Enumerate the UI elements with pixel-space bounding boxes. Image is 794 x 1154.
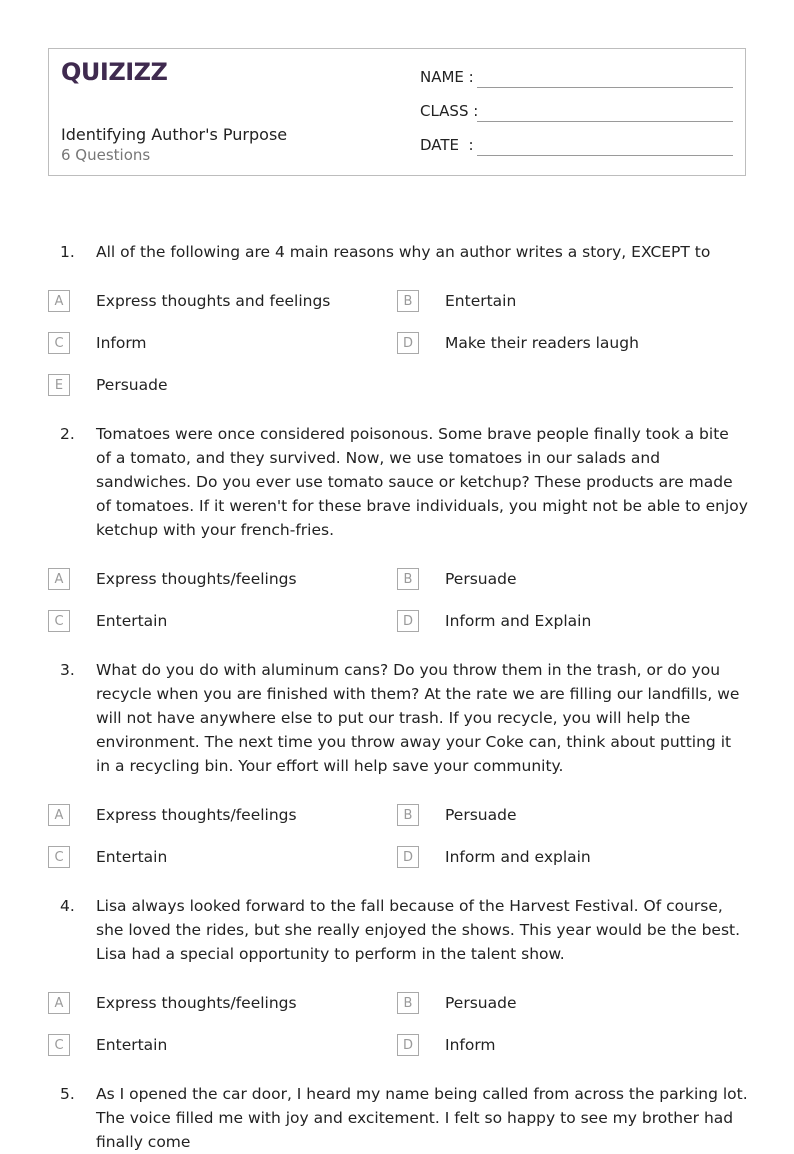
option-text: Persuade — [445, 994, 517, 1012]
option-2b[interactable] — [397, 568, 737, 592]
question-text: Tomatoes were once considered poisonous. Some brave people finally took a bite of a tomato, and they survived. Now, we use tomatoes in our salads and sandwiches. Do you ever use tomato sauce or ketchup? These products are made of tomatoes. If it weren't for these brave individuals, you might not be able to enjoy ketchup with your french-fries. — [96, 425, 748, 539]
date-field[interactable] — [420, 136, 733, 158]
option-1a[interactable] — [48, 290, 388, 314]
option-letter-box: C — [48, 610, 70, 632]
option-text: Inform and explain — [445, 848, 591, 866]
option-letter-box: D — [397, 610, 419, 632]
option-letter-box: C — [48, 1034, 70, 1056]
option-text: Entertain — [96, 848, 168, 866]
option-2d[interactable] — [397, 610, 737, 634]
question-count: 6 Questions — [61, 146, 151, 164]
option-3a[interactable] — [48, 804, 388, 828]
option-text: Entertain — [96, 1036, 168, 1054]
option-2c[interactable] — [48, 610, 388, 634]
option-text: Make their readers laugh — [445, 334, 639, 352]
option-text: Persuade — [445, 806, 517, 824]
question-text: All of the following are 4 main reasons why an author writes a story, EXCEPT to — [96, 243, 711, 261]
name-line[interactable] — [477, 87, 733, 88]
option-text: Express thoughts and feelings — [96, 292, 331, 310]
option-text: Inform — [445, 1036, 496, 1054]
class-line[interactable] — [477, 121, 733, 122]
option-letter-box: C — [48, 332, 70, 354]
option-3c[interactable] — [48, 846, 388, 870]
option-text: Express thoughts/feelings — [96, 994, 297, 1012]
worksheet-title: Identifying Author's Purpose — [61, 125, 288, 144]
question-number: 1. — [60, 243, 75, 261]
question-text: As I opened the car door, I heard my name being called from across the parking lot. The voice filled me with joy and excitement. I felt so happy to see my brother had finally come — [96, 1085, 748, 1151]
option-text: Persuade — [445, 570, 517, 588]
option-4c[interactable] — [48, 1034, 388, 1058]
option-4b[interactable] — [397, 992, 737, 1016]
option-text: Entertain — [445, 292, 517, 310]
option-1d[interactable] — [397, 332, 737, 356]
question-number: 5. — [60, 1085, 75, 1103]
option-letter-box: D — [397, 846, 419, 868]
option-3d[interactable] — [397, 846, 737, 870]
option-letter-box: C — [48, 846, 70, 868]
option-letter-box: A — [48, 992, 70, 1014]
date-label: DATE : — [420, 136, 474, 154]
option-text: Inform — [96, 334, 147, 352]
option-letter-box: E — [48, 374, 70, 396]
option-letter-box: B — [397, 804, 419, 826]
name-label: NAME : — [420, 68, 474, 86]
option-1c[interactable] — [48, 332, 388, 356]
option-letter-box: A — [48, 290, 70, 312]
question-text: Lisa always looked forward to the fall because of the Harvest Festival. Of course, she loved the rides, but she really enjoyed the shows. This year would be the best. Lisa had a special opportunity to perform in the talent show. — [96, 897, 741, 963]
option-letter-box: A — [48, 568, 70, 590]
option-letter-box: B — [397, 290, 419, 312]
option-text: Express thoughts/feelings — [96, 806, 297, 824]
date-line[interactable] — [477, 155, 733, 156]
question-number: 4. — [60, 897, 75, 915]
option-3b[interactable] — [397, 804, 737, 828]
option-1e[interactable] — [48, 374, 388, 398]
class-field[interactable] — [420, 102, 733, 124]
option-4d[interactable] — [397, 1034, 737, 1058]
option-text: Entertain — [96, 612, 168, 630]
option-letter-box: D — [397, 1034, 419, 1056]
option-2a[interactable] — [48, 568, 388, 592]
option-text: Inform and Explain — [445, 612, 592, 630]
option-text: Persuade — [96, 376, 168, 394]
option-text: Express thoughts/feelings — [96, 570, 297, 588]
option-letter-box: B — [397, 992, 419, 1014]
option-4a[interactable] — [48, 992, 388, 1016]
option-1b[interactable] — [397, 290, 737, 314]
option-letter-box: B — [397, 568, 419, 590]
option-letter-box: D — [397, 332, 419, 354]
question-text: What do you do with aluminum cans? Do you throw them in the trash, or do you recycle when you are finished with them? At the rate we are filling our landfills, we will not have anywhere else to put our trash. If you recycle, you will help the environment. The next time you throw away your Coke can, think about putting it in a recycling bin. Your effort will help save your community. — [96, 661, 740, 775]
question-number: 3. — [60, 661, 75, 679]
option-letter-box: A — [48, 804, 70, 826]
name-field[interactable] — [420, 68, 733, 90]
question-number: 2. — [60, 425, 75, 443]
class-label: CLASS : — [420, 102, 479, 120]
quizizz-logo: QUIZIZZ — [61, 58, 168, 86]
